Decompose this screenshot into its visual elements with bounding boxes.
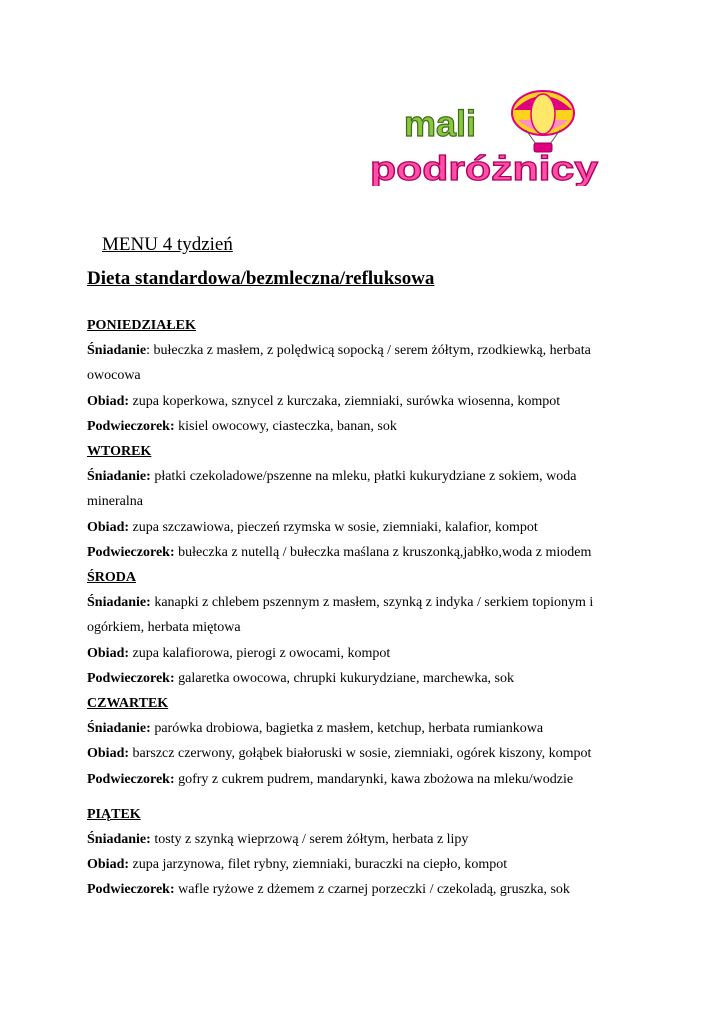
meal-row — [87, 338, 632, 388]
day-heading: PIĄTEK — [87, 806, 141, 822]
logo-line1: mali — [404, 103, 477, 144]
meal-description: kanapki z chlebem pszennym z masłem, szynką z indyka / serkiem topionym i ogórkiem, herbata miętowa — [87, 595, 594, 636]
logo-graphic — [368, 90, 604, 186]
weekly-menu — [87, 313, 632, 903]
logo-line2: podróżnicy — [370, 150, 599, 186]
meal-description: bułeczka z masłem, z polędwicą sopocką / serem żółtym, rzodkiewką, herbata owocowa — [87, 343, 591, 384]
day-heading: WTOREK — [87, 444, 152, 460]
meal-separator: : — [146, 343, 154, 359]
day-heading: CZWARTEK — [87, 696, 169, 712]
meal-row — [87, 716, 632, 741]
meal-description: zupa szczawiowa, pieczeń rzymska w sosie, ziemniaki, kalafior, kompot — [132, 519, 538, 535]
meal-label: Obiad: — [87, 645, 130, 661]
meal-label: Obiad: — [87, 519, 130, 535]
diet-subtitle: Dieta standardowa/bezmleczna/refluksowa — [87, 268, 435, 289]
meal-row — [87, 666, 632, 691]
meal-label: Śniadanie: — [87, 832, 151, 848]
meal-description: wafle ryżowe z dżemem z czarnej porzeczki / czekoladą, gruszka, sok — [178, 882, 570, 898]
meal-label: Śniadanie: — [87, 721, 151, 737]
meal-description: tosty z szynką wieprzową / serem żółtym, herbata z lipy — [154, 832, 469, 848]
meal-description: barszcz czerwony, gołąbek białoruski w sosie, ziemniaki, ogórek kiszony, kompot — [132, 746, 592, 762]
meal-row — [87, 515, 632, 540]
meal-label: Śniadanie: — [87, 595, 151, 611]
meal-description: galaretka owocowa, chrupki kukurydziane, marchewka, sok — [178, 670, 514, 686]
meal-label: Podwieczorek: — [87, 418, 175, 434]
meal-description: zupa koperkowa, sznycel z kurczaka, ziemniaki, surówka wiosenna, kompot — [132, 393, 561, 409]
meal-description: zupa jarzynowa, filet rybny, ziemniaki, buraczki na ciepło, kompot — [132, 857, 508, 873]
day-heading: ŚRODA — [87, 570, 137, 586]
meal-row — [87, 741, 632, 766]
meal-label: Obiad: — [87, 393, 130, 409]
meal-row — [87, 641, 632, 666]
section-gap — [87, 792, 632, 802]
meal-label: Podwieczorek: — [87, 670, 175, 686]
meal-label: Śniadanie: — [87, 469, 151, 485]
meal-description: bułeczka z nutellą / bułeczka maślana z kruszonką,jabłko,woda z miodem — [178, 544, 592, 560]
meal-row — [87, 590, 632, 640]
meal-row — [87, 540, 632, 565]
meal-description: gofry z cukrem pudrem, mandarynki, kawa zbożowa na mleku/wodzie — [178, 771, 574, 787]
logo — [368, 90, 604, 186]
meal-description: płatki czekoladowe/pszenne na mleku, płatki kukurydziane z sokiem, woda mineralna — [87, 469, 577, 510]
meal-description: zupa kalafiorowa, pierogi z owocami, kompot — [132, 645, 391, 661]
meal-description: parówka drobiowa, bagietka z masłem, ketchup, herbata rumiankowa — [154, 721, 544, 737]
menu-title: MENU 4 tydzień — [102, 234, 233, 255]
meal-row — [87, 827, 632, 852]
meal-row — [87, 767, 632, 792]
meal-row — [87, 464, 632, 514]
meal-row — [87, 852, 632, 877]
meal-label: Podwieczorek: — [87, 771, 175, 787]
meal-label: Podwieczorek: — [87, 882, 175, 898]
meal-row — [87, 877, 632, 902]
meal-description: kisiel owocowy, ciasteczka, banan, sok — [178, 418, 397, 434]
meal-row — [87, 389, 632, 414]
meal-label: Śniadanie — [87, 343, 147, 359]
meal-row — [87, 414, 632, 439]
meal-label: Obiad: — [87, 746, 130, 762]
meal-label: Obiad: — [87, 857, 130, 873]
day-heading: PONIEDZIAŁEK — [87, 318, 196, 333]
meal-label: Podwieczorek: — [87, 544, 175, 560]
hot-air-balloon-icon — [512, 91, 574, 152]
